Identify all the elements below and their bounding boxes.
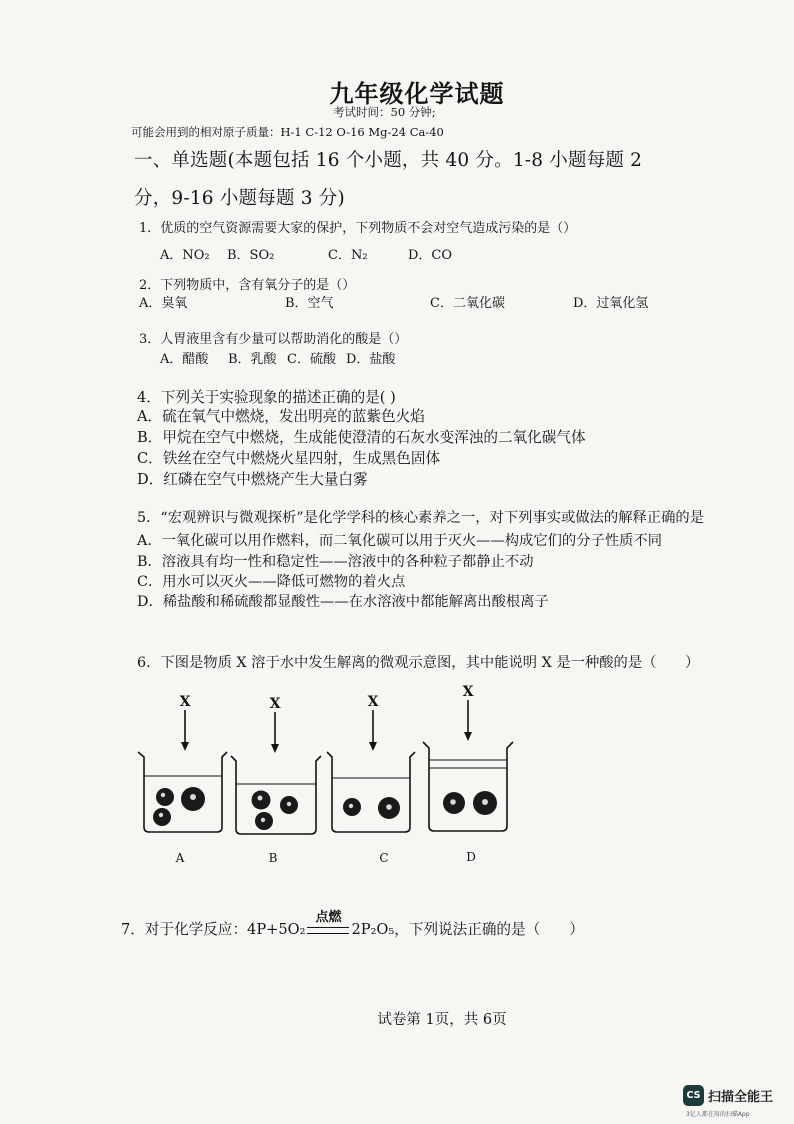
- question-3-option-b: B．乳酸: [228, 352, 277, 367]
- solute-label-d: X: [462, 684, 474, 700]
- beaker-d: [423, 742, 513, 831]
- exam-time: 考试时间：50 分钟;: [333, 105, 436, 119]
- question-1-option-d: D．CO: [408, 248, 453, 263]
- beaker-a: [138, 752, 227, 832]
- question-5-option-d: D．稀盐酸和稀硫酸都显酸性——在水溶液中都能解离出酸根离子: [137, 594, 549, 610]
- beaker-label-b: B: [268, 851, 278, 865]
- question-3-stem: 3．人胃液里含有少量可以帮助消化的酸是（）: [139, 332, 408, 347]
- question-4-option-c: C．铁丝在空气中燃烧火星四射，生成黑色固体: [137, 450, 441, 467]
- arrowhead-b: [271, 744, 279, 753]
- question-5-option-a: A．一氧化碳可以用作燃料，而二氧化碳可以用于灭火——构成它们的分子性质不同: [137, 533, 663, 549]
- question-2-option-d: D．过氧化氢: [573, 296, 649, 311]
- reaction-condition: [305, 910, 351, 938]
- question-3-option-a: A．醋酸: [160, 352, 209, 367]
- reaction-condition-label: 点燃: [315, 910, 342, 925]
- question-1-option-a: A．NO₂: [160, 248, 210, 263]
- solute-label-b: X: [269, 696, 281, 712]
- beaker-label-d: D: [466, 850, 476, 864]
- solute-label-a: X: [179, 694, 191, 710]
- question-7-prompt: ，下列说法正确的是（ ）: [394, 921, 584, 938]
- question-5-option-b: B．溶液具有均一性和稳定性——溶液中的各种粒子都静止不动: [137, 554, 534, 570]
- beaker-label-a: A: [175, 851, 185, 865]
- beaker-b: [231, 756, 321, 834]
- dissociation-beakers-figure: [130, 680, 522, 870]
- question-1-option-b: B．SO₂: [227, 248, 275, 263]
- question-7-products: 2P₂O₅: [351, 921, 395, 938]
- question-2-option-b: B．空气: [285, 296, 334, 311]
- question-2-option-c: C．二氧化碳: [430, 296, 505, 311]
- question-4-stem: 4．下列关于实验现象的描述正确的是( ): [137, 389, 396, 406]
- question-4-option-d: D．红磷在空气中燃烧产生大量白雾: [137, 471, 368, 488]
- page-title: 九年级化学试题: [329, 79, 505, 108]
- question-3-option-c: C．硫酸: [287, 352, 336, 367]
- question-4-option-a: A．硫在氧气中燃烧，发出明亮的蓝紫色火焰: [137, 408, 425, 425]
- beaker-c: [327, 752, 415, 832]
- question-3-option-d: D．盐酸: [346, 352, 396, 367]
- section-heading-line1: 一、单选题(本题包括 16 个小题，共 40 分。1-8 小题每题 2: [134, 150, 643, 171]
- question-5-stem: 5．“宏观辨识与微观探析”是化学学科的核心素养之一，对下列事实或做法的解释正确的是: [137, 510, 704, 526]
- section-heading-line2: 分，9-16 小题每题 3 分): [134, 188, 345, 209]
- question-6-stem: 6．下图是物质 X 溶于水中发生解离的微观示意图，其中能说明 X 是一种酸的是（ ）: [137, 655, 700, 671]
- question-1-stem: 1．优质的空气资源需要大家的保护，下列物质不会对空气造成污染的是（）: [139, 221, 577, 236]
- scanner-app-name: 扫描全能王: [708, 1090, 774, 1105]
- question-2-stem: 2．下列物质中，含有氧分子的是（）: [139, 278, 356, 293]
- question-2-option-a: A．臭氧: [139, 296, 188, 311]
- arrowhead-c: [369, 742, 377, 751]
- arrowhead-a: [181, 742, 189, 751]
- scanner-logo-icon: CS: [683, 1085, 704, 1106]
- question-5-option-c: C．用水可以灭火——降低可燃物的着火点: [137, 574, 406, 590]
- beaker-label-c: C: [379, 851, 389, 865]
- page-footer: 试卷第 1页，共 6页: [377, 1012, 507, 1028]
- scanner-app-tagline: 3亿人都在用的扫描App: [686, 1111, 750, 1118]
- solute-label-c: X: [367, 694, 379, 710]
- question-7-stem: [121, 910, 584, 939]
- particle: [153, 808, 171, 826]
- question-7-reactants: 7．对于化学反应：4P+5O₂: [121, 921, 306, 938]
- question-1-option-c: C．N₂: [328, 248, 368, 263]
- question-4-option-b: B．甲烷在空气中燃烧，生成能使澄清的石灰水变浑浊的二氧化碳气体: [137, 429, 586, 446]
- arrowhead-d: [464, 732, 472, 741]
- reaction-equals-sign: [307, 927, 349, 934]
- particle: [156, 788, 174, 806]
- atomic-masses: 可能会用到的相对原子质量：H-1 C-12 O-16 Mg-24 Ca-40: [131, 125, 444, 139]
